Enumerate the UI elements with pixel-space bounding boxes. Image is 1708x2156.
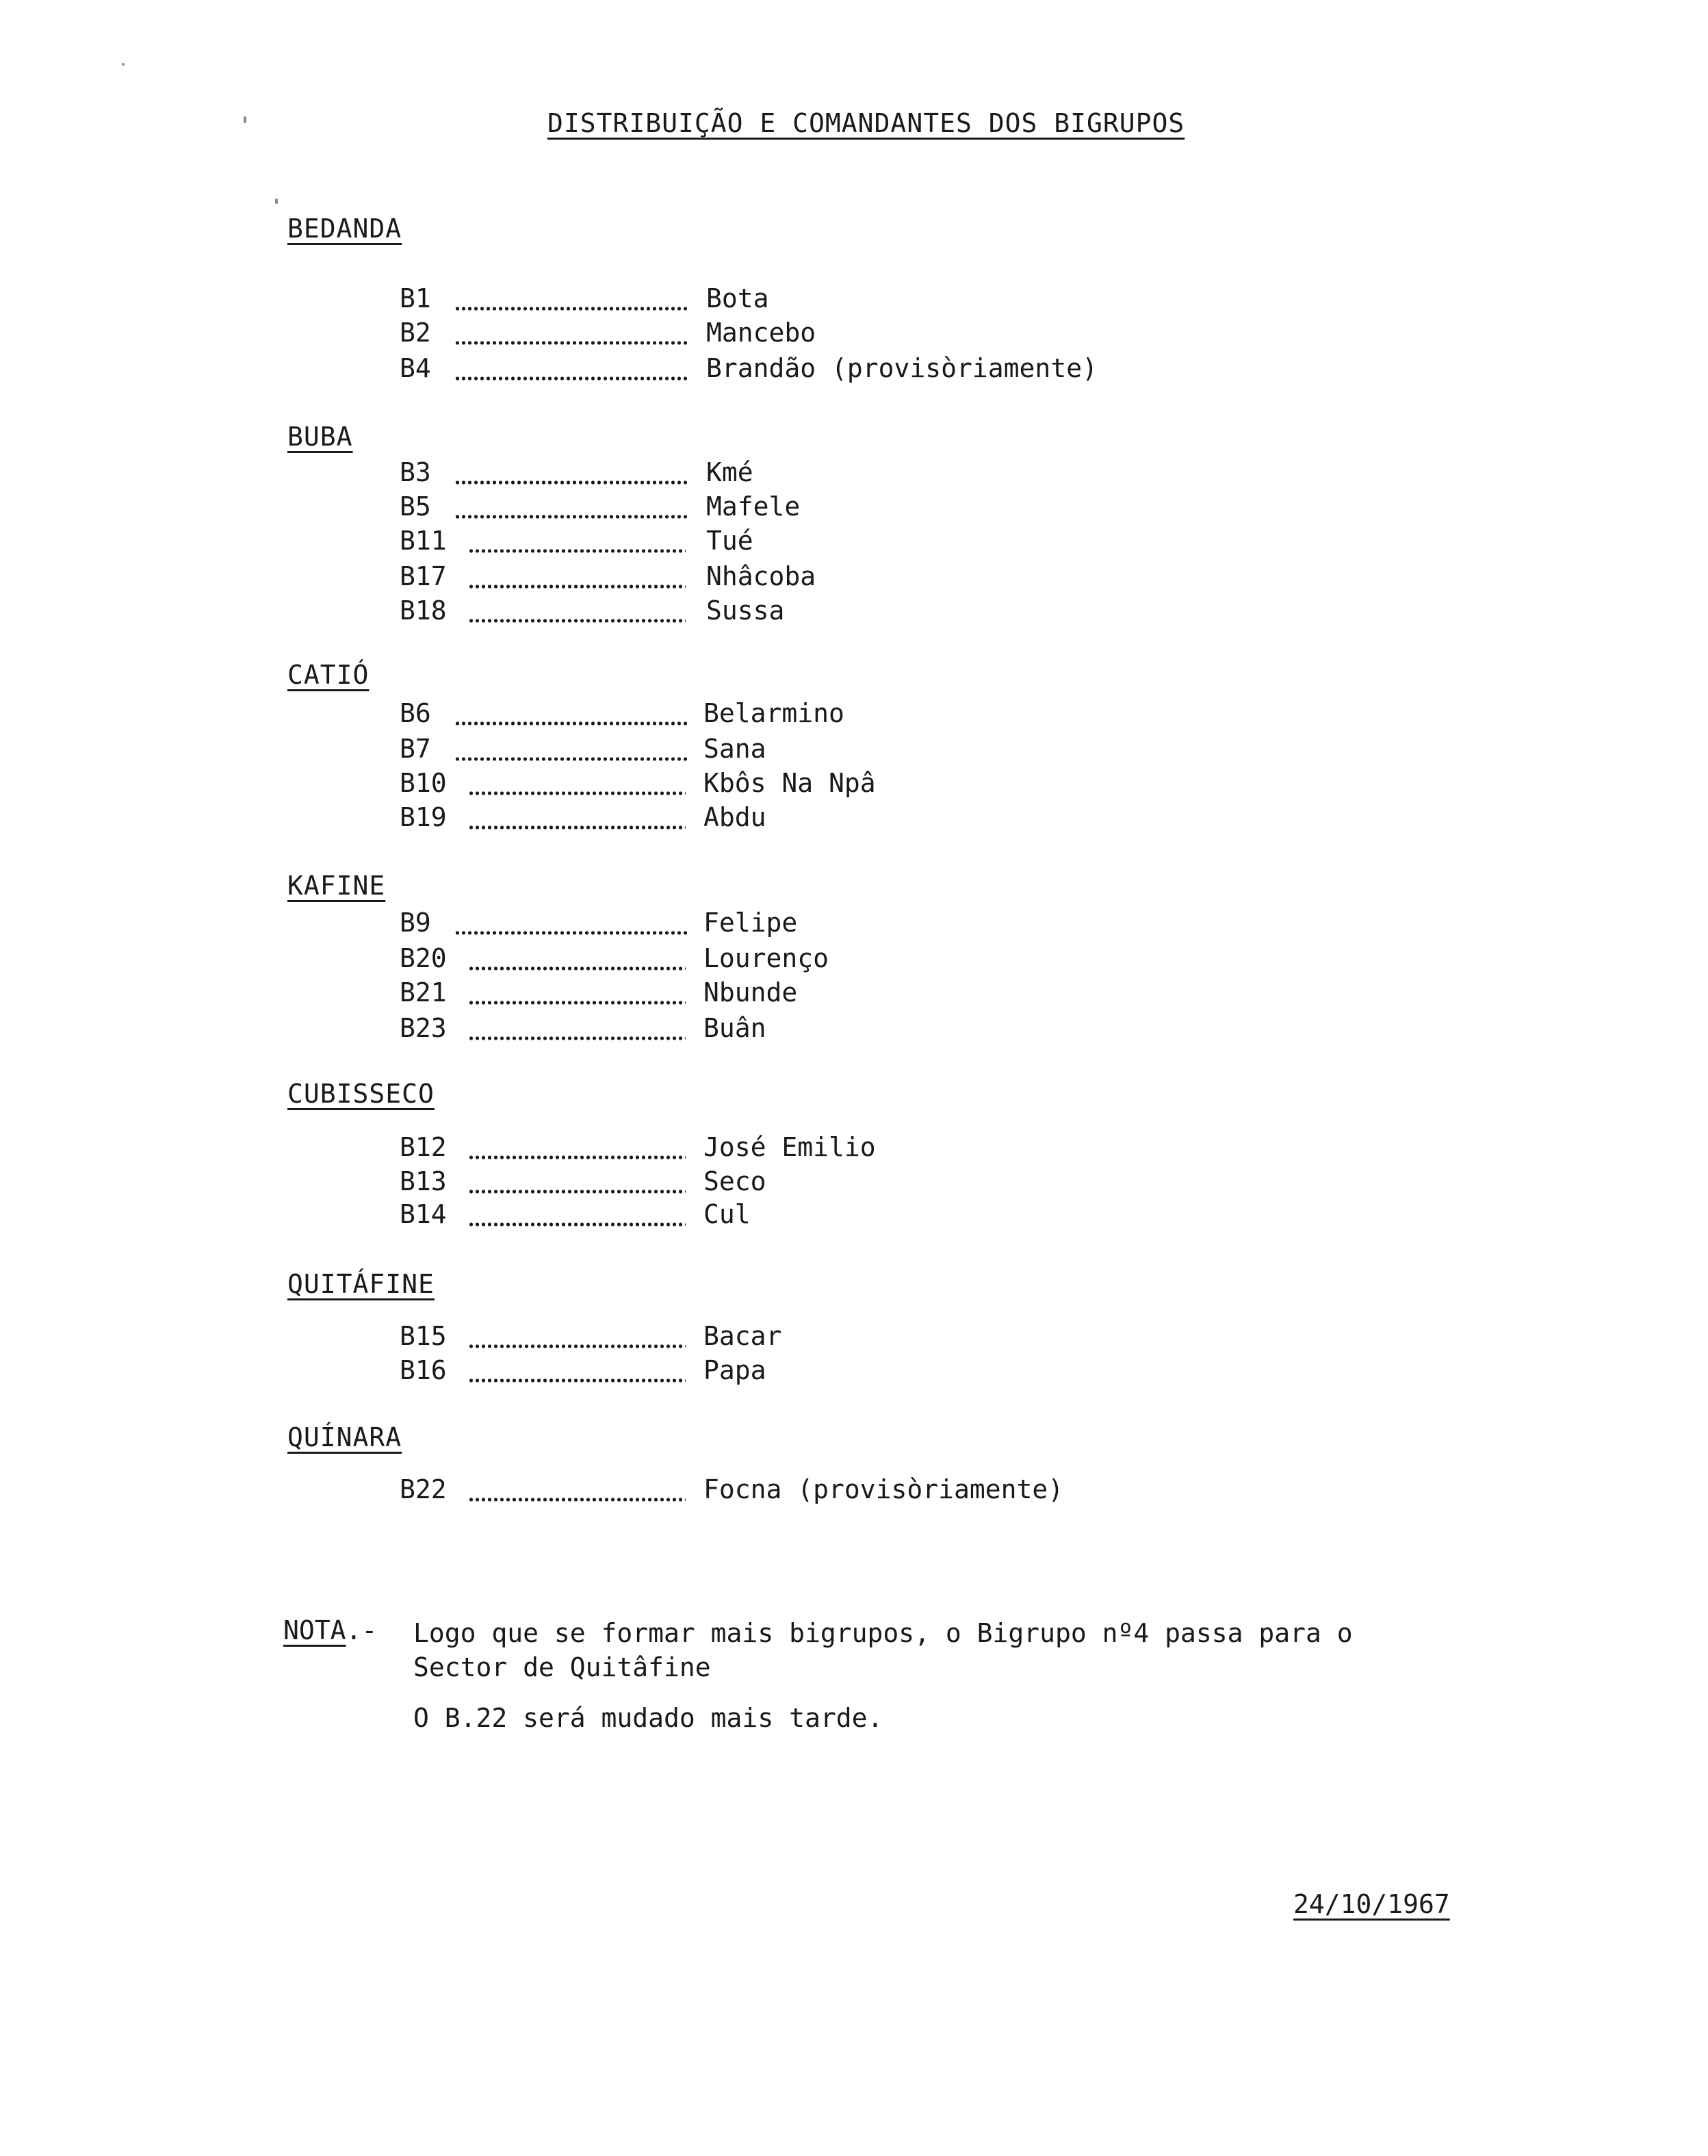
commander-name: Cul: [703, 1199, 751, 1229]
nota-label: [283, 1615, 377, 1645]
bigroup-code: B7: [400, 734, 431, 764]
scan-speck: [122, 63, 125, 66]
commander-name: Kmé: [706, 457, 753, 487]
dot-leader: [454, 756, 687, 762]
commander-name: Seco: [703, 1166, 766, 1196]
dot-leader: [468, 618, 686, 624]
nota-label-text: NOTA: [283, 1615, 346, 1645]
bigroup-code: B19: [400, 802, 447, 832]
dot-leader: [468, 825, 686, 830]
dot-leader: [468, 1189, 686, 1194]
dot-leader: [454, 930, 687, 936]
bigroup-code: B10: [400, 768, 447, 798]
commander-name: Focna (provisòriamente): [703, 1474, 1064, 1504]
bigroup-code: B2: [400, 318, 431, 348]
section-title-catio: CATIÓ: [287, 660, 370, 690]
nota-line-2: Sector de Quitâfine: [413, 1652, 711, 1682]
dot-leader: [454, 376, 687, 381]
dot-leader: [454, 480, 687, 485]
bigroup-code: B11: [400, 526, 447, 556]
dot-leader: [468, 1497, 686, 1502]
commander-name: Mafele: [706, 491, 801, 522]
commander-name: Sussa: [706, 595, 785, 626]
bigroup-code: B23: [400, 1013, 447, 1043]
commander-name: Abdu: [703, 802, 766, 832]
commander-name: José Emilio: [703, 1132, 876, 1162]
bigroup-code: B1: [400, 283, 431, 313]
dot-leader: [468, 1378, 686, 1383]
document-date: 24/10/1967: [1293, 1889, 1450, 1919]
section-title-kafine: KAFINE: [287, 871, 386, 901]
bigroup-code: B20: [400, 943, 447, 973]
bigroup-code: B5: [400, 491, 431, 522]
commander-name: Buân: [703, 1013, 766, 1043]
dot-leader: [468, 1222, 686, 1227]
dot-leader: [468, 1155, 686, 1160]
bigroup-code: B4: [400, 353, 431, 383]
bigroup-code: B3: [400, 457, 431, 487]
commander-name: Belarmino: [703, 698, 844, 728]
commander-name: Felipe: [703, 908, 798, 938]
commander-name: Sana: [703, 734, 766, 764]
commander-name: Brandão (provisòriamente): [706, 353, 1098, 383]
bigroup-code: B22: [400, 1474, 447, 1504]
commander-name: Tué: [706, 526, 753, 556]
commander-name: Bota: [706, 283, 769, 313]
bigroup-code: B16: [400, 1355, 447, 1385]
scan-speck: [244, 116, 246, 123]
dot-leader: [468, 791, 686, 796]
bigroup-code: B18: [400, 595, 447, 626]
dot-leader: [468, 966, 686, 971]
section-title-quitafine: QUITÁFINE: [287, 1269, 435, 1299]
commander-name: Bacar: [703, 1321, 782, 1351]
section-title-quinara: QUÍNARA: [287, 1422, 402, 1452]
bigroup-code: B17: [400, 561, 447, 591]
bigroup-code: B15: [400, 1321, 447, 1351]
bigroup-code: B6: [400, 698, 431, 728]
bigroup-code: B12: [400, 1132, 447, 1162]
dot-leader: [454, 721, 687, 726]
dot-leader: [454, 340, 687, 346]
dot-leader: [468, 1036, 686, 1041]
commander-name: Mancebo: [706, 318, 816, 348]
nota-line-1: Logo que se formar mais bigrupos, o Bigrupo nº4 passa para o: [413, 1618, 1353, 1648]
bigroup-code: B9: [400, 908, 431, 938]
scan-speck: [275, 198, 278, 204]
dot-leader: [454, 514, 687, 519]
section-title-buba: BUBA: [287, 422, 353, 452]
section-title-cubisseco: CUBISSECO: [287, 1079, 435, 1109]
commander-name: Lourenço: [703, 943, 829, 973]
bigroup-code: B21: [400, 977, 447, 1008]
bigroup-code: B14: [400, 1199, 447, 1229]
document-title: DISTRIBUIÇÃO E COMANDANTES DOS BIGRUPOS: [547, 108, 1185, 138]
commander-name: Kbôs Na Npâ: [703, 768, 876, 798]
commander-name: Nhâcoba: [706, 561, 816, 591]
nota-label-suffix: .-: [346, 1615, 378, 1645]
section-title-bedanda: BEDANDA: [287, 214, 402, 244]
dot-leader: [468, 1000, 686, 1005]
nota-line-3: O B.22 será mudado mais tarde.: [413, 1703, 883, 1733]
dot-leader: [468, 584, 686, 589]
commander-name: Nbunde: [703, 977, 798, 1008]
bigroup-code: B13: [400, 1166, 447, 1196]
dot-leader: [468, 1344, 686, 1349]
commander-name: Papa: [703, 1355, 766, 1385]
dot-leader: [454, 306, 687, 311]
dot-leader: [468, 548, 686, 554]
